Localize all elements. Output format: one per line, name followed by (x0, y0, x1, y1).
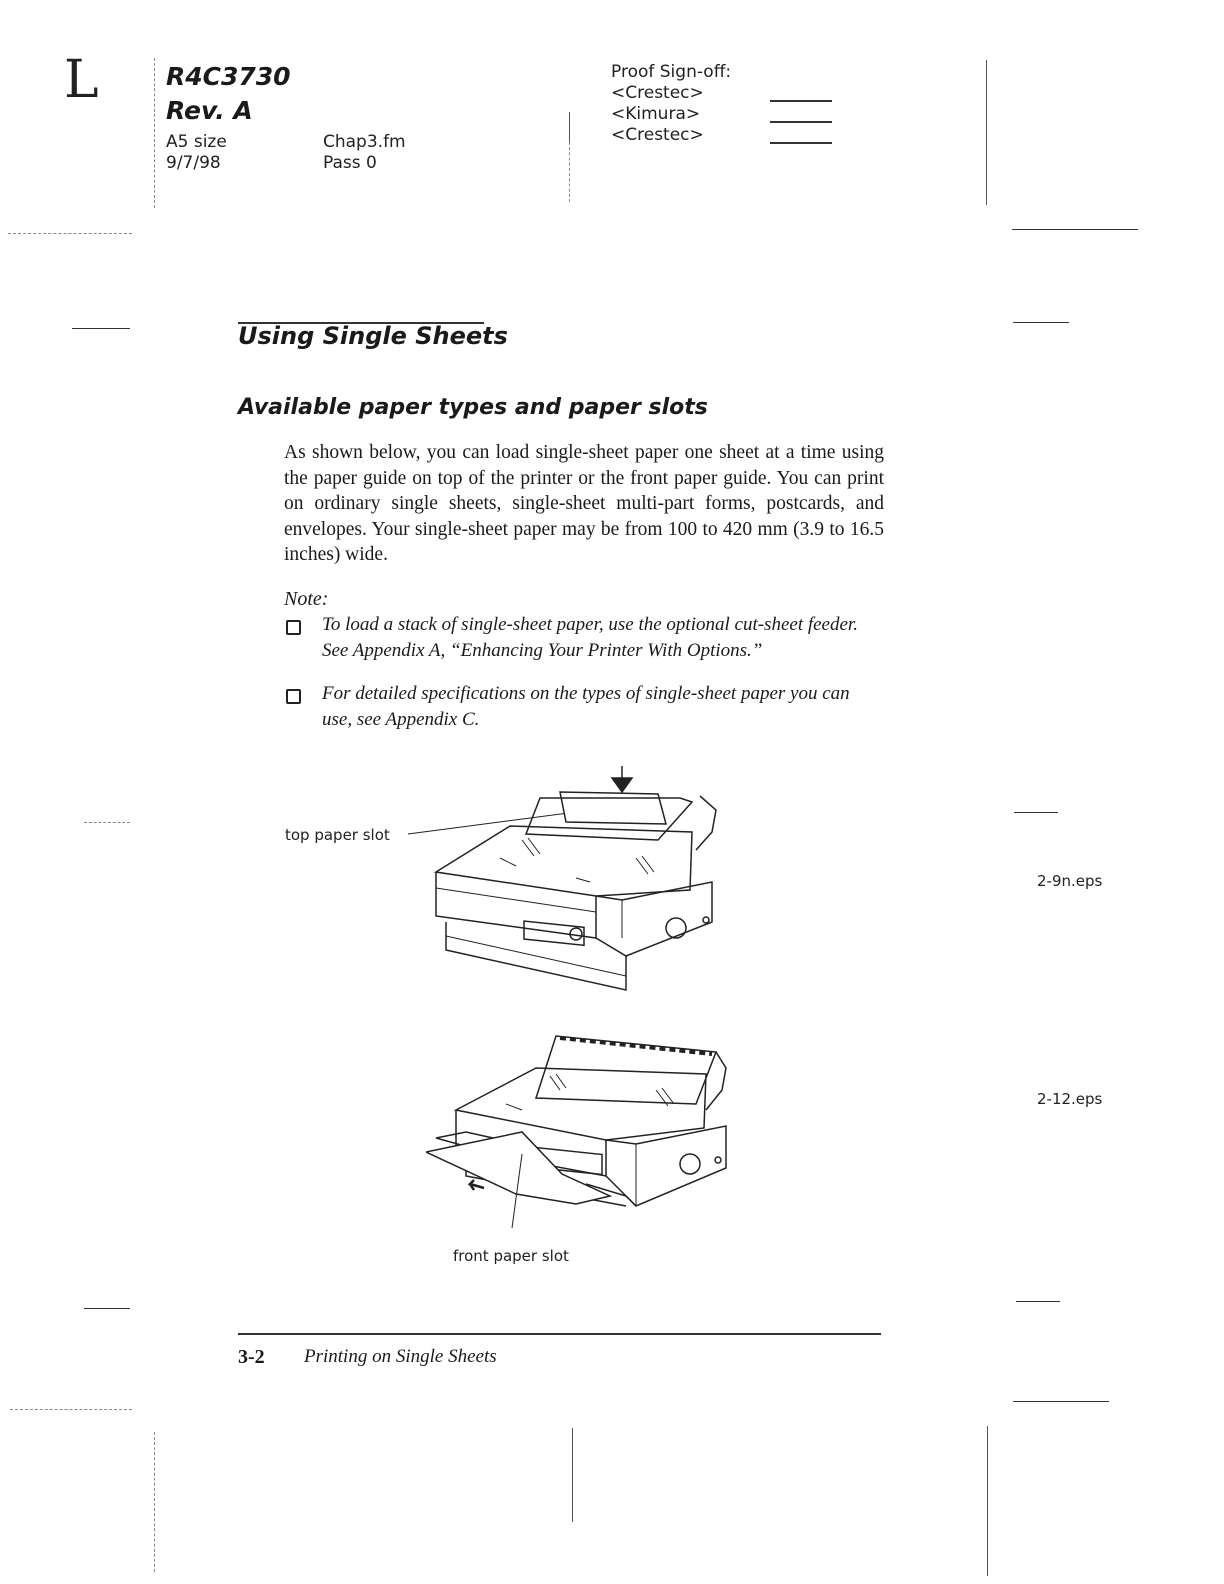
doc-identifier (166, 60, 291, 128)
crop-mark (1014, 812, 1058, 813)
crop-mark (1012, 229, 1138, 230)
doc-code: R4C3730 (166, 62, 291, 91)
crop-mark (1013, 1401, 1109, 1402)
signoff-line (770, 100, 832, 102)
proof-title: Proof Sign-off: (611, 62, 732, 82)
header-divider-left (154, 58, 155, 208)
doc-pass: Pass 0 (323, 153, 377, 173)
crop-mark (154, 1432, 155, 1572)
checkbox-bullet-icon (286, 620, 301, 635)
crop-mark (987, 1426, 988, 1576)
proof-entry: <Crestec> (611, 83, 704, 103)
down-arrow-icon (612, 766, 632, 792)
crop-mark (572, 1428, 573, 1522)
header-divider-right (986, 60, 987, 205)
top-paper-slot-callout: top paper slot (285, 826, 390, 844)
figure-file-label: 2-12.eps (1037, 1090, 1103, 1108)
doc-meta-left (166, 132, 227, 174)
proof-signoff (611, 62, 731, 146)
note-label: Note: (284, 588, 329, 610)
crop-mark (84, 822, 130, 823)
note-item: To load a stack of single-sheet paper, use the optional cut-sheet feeder. See Appendix A, “Enhancing Your Printer With Options.” (322, 614, 858, 661)
crop-mark (1013, 322, 1069, 323)
crop-mark (72, 328, 130, 329)
note-item: For detailed specifications on the types of single-sheet paper you can use, see Appendix C. (322, 683, 850, 730)
revision: Rev. A (166, 96, 253, 125)
crop-mark (1016, 1301, 1060, 1302)
page-letter: L (64, 50, 99, 110)
printer-top-slot-illustration (400, 762, 730, 998)
crop-mark (10, 1409, 132, 1410)
doc-date: 9/7/98 (166, 153, 221, 173)
chapter-title: Printing on Single Sheets (304, 1346, 497, 1367)
printer-front-slot-illustration (426, 1028, 738, 1268)
signoff-line (770, 121, 832, 123)
proof-divider (569, 112, 570, 142)
crop-mark (8, 233, 132, 234)
checkbox-bullet-icon (286, 689, 301, 704)
proof-entry: <Crestec> (611, 125, 704, 145)
footer-rule (238, 1333, 881, 1335)
figure-file-label: 2-9n.eps (1037, 872, 1103, 890)
proof-divider-dashed (569, 142, 570, 202)
body-paragraph: As shown below, you can load single-sheet paper one sheet at a time using the paper guide on top of the printer or the front paper guide. You can print on ordinary single sheets, single-sheet multi-part forms, postcards, and envelopes. Your single-sheet paper may be from 100 to 420 mm (3.9 to 16.5 inches) wide. (284, 442, 884, 565)
doc-meta-right (323, 132, 406, 174)
doc-file: Chap3.fm (323, 132, 406, 152)
subsection-title: Available paper types and paper slots (238, 395, 708, 420)
front-paper-slot-callout: front paper slot (453, 1247, 569, 1265)
crop-mark (84, 1308, 130, 1309)
section-title: Using Single Sheets (238, 322, 508, 350)
signoff-line (770, 142, 832, 144)
feed-arrow-icon (470, 1180, 484, 1190)
page-number: 3-2 (238, 1346, 265, 1368)
doc-size: A5 size (166, 132, 227, 152)
proof-entry: <Kimura> (611, 104, 701, 124)
